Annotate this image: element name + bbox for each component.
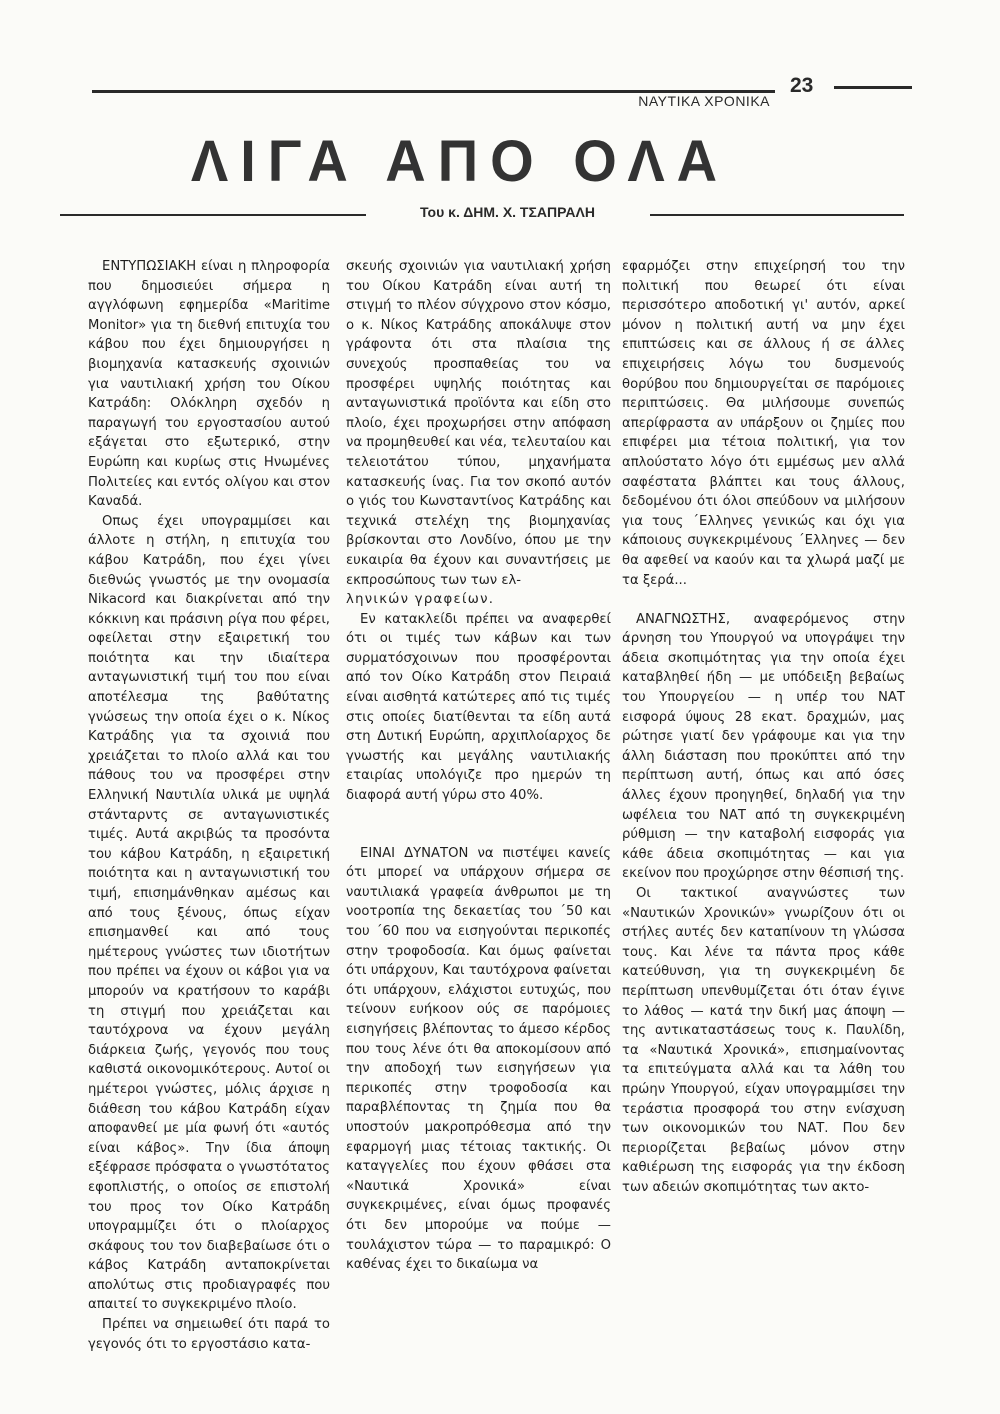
byline-rule-left [60, 214, 366, 216]
publication-name: ΝΑΥΤΙΚΑ ΧΡΟΝΙΚΑ [638, 93, 770, 109]
paragraph: Οι τακτικοί αναγνώστες των «Ναυτικών Χρονικών» γνωρίζουν ότι οι στήλες αυτές δεν καταπίνουν τη γλώσσα τους. Και λένε τα πάντα προς κάθε κατεύθυνση, για τη συγκεκριμένη δε περίπτωση υπενθυμίζεται ότι όταν έγινε το λάθος — κατά την δική μας άποψη — της αντικαταστάσεως τους κ. Παυλίδη, τα «Ναυτικά Χρονικά», επισημαίνοντας τα επιτεύγματα αλλά και τα λάθη του πρώην Υπουργού, είχαν υπογραμμίσει την τεράστια προσφορά του στην ενίσχυση των οικονομικών του ΝΑΤ. Που δεν περιορίζεται βεβαίως μόνον στην καθιέρωση της εισφοράς για την έκδοση των αδειών σκοπιμότητας των ακτο- [622, 886, 905, 1195]
paragraph: σκευής σχοινιών για ναυτιλιακή χρήση του Οίκου Κατράδη είναι αυτή τη στιγμή το πλέον σύγχρονο στον κόσμο, ο κ. Νίκος Κατράδης αποκάλυψε στον γράφοντα ότι στα πλαίσια της συνεχούς προσπαθείας του να προσφέρει υψηλής ποιότητας και ανταγωνιστικά προϊόντα και είδη στο πλοίο, έχει προχωρήσει στην απόφαση να προμηθευθεί και νέα, τελευταίου και τελειοτάτου τύπου, μηχανήματα κατασκευής ίνας. Για τον σκοπό αυτόν ο γιός του Κωνσταντίνος Κατράδης και τεχνικά στελέχη της βιομηχανίας βρίσκονται στο Λονδίνο, όπου με την ευκαιρία θα έχουν και συναντήσεις με εκπροσώπους των των ελ- [346, 259, 611, 588]
page-number: 23 [790, 74, 814, 97]
byline: Του κ. ΔΗΜ. Χ. ΤΣΑΠΡΑΛΗ [420, 204, 595, 220]
article-column-1 [88, 257, 330, 1354]
article-column-2 [346, 257, 611, 1275]
paragraph: Πρέπει να σημειωθεί ότι παρά το γεγονός ότι το εργοστάσιο κατα- [88, 1317, 330, 1352]
article-title: ΛΙΓΑ ΑΠΟ ΟΛΑ [190, 127, 730, 194]
top-rule-right [834, 86, 912, 89]
paragraph: ΕΙΝΑΙ ΔΥΝΑΤΟΝ να πιστέψει κανείς ότι μπορεί να υπάρχουν σήμερα σε ναυτιλιακά γραφεία άνθρωποι με τη νοοτροπία της δεκαετίας του ΄50 και του ΄60 που να εισηγούνται περικοπές στην τροφοδοσία. Και όμως φαίνεται ότι υπάρχουν, Και ταυτόχρονα φαίνεται ότι υπάρχουν, ελάχιστοι ευτυχώς, που τείνουν ευήκοον ούς σε παρόμοιες εισηγήσεις βλέποντας το άμεσο κέρδος που τους λένε ότι θα αποκομίσουν από την αποδοχή των εισηγήσεων για περικοπές στην τροφοδοσία και παραβλέποντας τη ζημία που θα υποστούν μακροπρόθεσμα από την εφαρμογή μιας τέτοιας τακτικής. Οι καταγγελίες που έχουν φθάσει στα «Ναυτικά Χρονικά» είναι συγκεκριμένες, είναι όμως προφανές ότι δεν μπορούμε να πούμε — τουλάχιστον τώρα — το παραμικρό: Ο καθένας έχει το δικαίωμα να [346, 845, 611, 1273]
article-column-3 [622, 257, 905, 1198]
paragraph: ΕΝΤΥΠΩΣΙΑΚΗ είναι η πληροφορία που δημοσιεύει σήμερα η αγγλόφωνη εφημερίδα «Maritime Monitor» για τη διεθνή επιτυχία του κάβου που έχει δημιουργήσει η βιομηχανία κατασκευής σχοινιών για ναυτιλιακή χρήση του Οίκου Κατράδη: Ολόκληρη σχεδόν η παραγωγή του εργοστασίου αυτού εξάγεται στο εξωτερικό, στην Ευρώπη και κυρίως στις Ηνωμένες Πολιτείες και εντός ολίγου και στον Καναδά. [88, 259, 330, 510]
byline-rule-right [650, 214, 904, 216]
paragraph: Οπως έχει υπογραμμίσει και άλλοτε η στήλη, η επιτυχία του κάβου Κατράδη, που έχει γίνει διεθνώς γνωστός με την ονομασία Nikacord και διακρίνεται από την κόκκινη και πράσινη ρίγα που φέρει, οφείλεται στην εξαιρετική του ποιότητα και την ιδιαίτερα ανταγωνιστική τιμή του που είναι αποτέλεσμα της βαθύτατης γνώσεως την οποία έχει ο κ. Νίκος Κατράδης για τα σχοινιά που χρειάζεται το πλοίο αλλά και του πάθους του να προσφέρει στην Ελληνική Ναυτιλία υλικά με υψηλά στάνταρντς σε ανταγωνιστικές τιμές. Αυτά ακριβώς τα προσόντα του κάβου Κατράδη, η εξαιρετική ποιότητα και η ανταγωνιστική του τιμή, επισημάνθηκαν αμέσως και από τους ξένους, όπως είχαν επισημανθεί και από τους ημέτερους γνώστες των ιδιοτήτων που πρέπει να έχουν οι κάβοι για να μπορούν να κρατήσουν το καράβι τη στιγμή που χρειάζεται και ταυτόχρονα να έχουν μεγάλη διάρκεια ζωής, γεγονός που τους καθιστά οικονομικότερους. Αυτοί οι ημέτεροι γνώστες, μόλις άρχισε η διάθεση του κάβου Κατράδη είχαν αποφανθεί με μία φωνή ότι «αυτός είναι κάβος». Την ίδια άποψη εξέφρασε πρόσφατα ο γνωστότατος εφοπλιστής, ο οποίος σε επιστολή του προς τον Οίκο Κατράδη υπογραμμίζει ότι ο πλοίαρχος σκάφους του τον διαβεβαίωσε ότι ο κάβος Κατράδη ανταποκρίνεται απολύτως στις προδιαγραφές που απαιτεί το συγκεκριμένο πλοίο. [88, 513, 330, 1313]
paragraph: ΑΝΑΓΝΩΣΤΗΣ, αναφερόμενος στην άρνηση του Υπουργού να υπογράψει την άδεια σκοπιμότητας για την οποία έχει καταβληθεί ήδη — με υπόδειξη βεβαίως του Υπουργείου — η υπέρ του ΝΑΤ εισφορά ύψους 28 εκατ. δραχμών, μας ρώτησε γιατί δεν γράφουμε και για την άλλη διάσταση που προκύπτει από την περίπτωση αυτή, όπως και από όσες άλλες έχουν προηγηθεί, δηλαδή για την ωφέλεια του ΝΑΤ από τη συγκεκριμένη ρύθμιση — την καταβολή εισφοράς για κάθε άδεια σκοπιμότητας — και για εκείνον που προχώρησε στην θέσπισή της. [622, 611, 905, 882]
paragraph: εφαρμόζει στην επιχείρησή του την πολιτική που θεωρεί ότι είναι περισσότερο αποδοτική γι' αυτόν, αρκεί μόνον η πολιτική αυτή να μην έχει επιπτώσεις και σε άλλους ή σε άλλες επιχειρήσεις λόγω του δυσμενούς θορύβου που δημιουργείται σε παρόμοιες περιπτώσεις. Θα μιλήσουμε συνεπώς απερίφραστα αν υπάρξουν οι ζημίες που επιφέρει μια τέτοια πολιτική, για τον απλούστατο λόγο ότι εμμέσως μεν αλλά σαφέστατα βλάπτει και τους άλλους, δεδομένου ότι όλοι σπεύδουν να μιλήσουν για τους ΄Ελληνες γενικώς και όχι για κάποιους συγκεκριμένους ΄Ελληνες — δεν θα αφεθεί να καούν και τα χλωρά μαζί με τα ξερά... [622, 259, 905, 588]
paragraph: ληνικών γραφείων. [346, 592, 495, 608]
paragraph: Εν κατακλείδι πρέπει να αναφερθεί ότι οι τιμές των κάβων και των συρματόσχοινων που προσφέρονται από τον Οίκο Κατράδη στον Πειραιά είναι αισθητά κατώτερες από τις τιμές στις οποίες διατίθενται τα είδη αυτά στη Δυτική Ευρώπη, αρχιπλοίαρχος δε γνωστής και μεγάλης ναυτιλιακής εταιρίας υπολόγιζε προ ημερών τη διαφορά αυτή γύρω στο 40%. [346, 611, 611, 804]
